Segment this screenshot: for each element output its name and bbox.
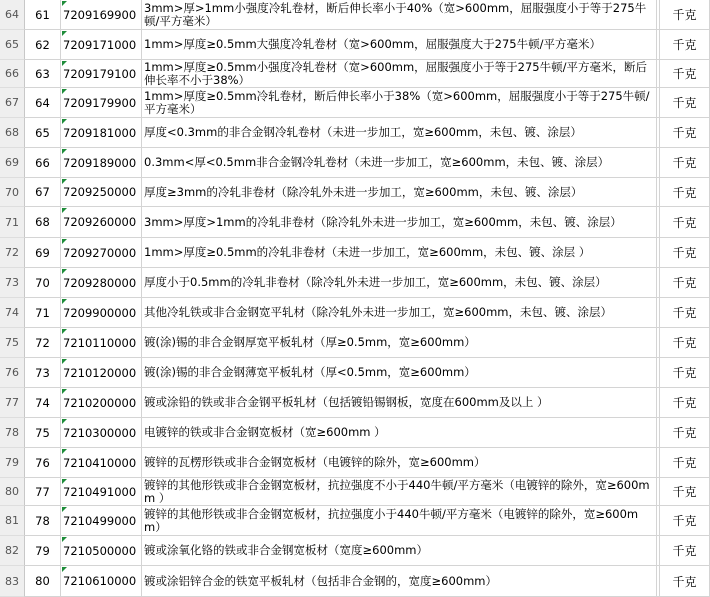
cell-description[interactable]: 厚度小于0.5mm的冷轧非卷材（除冷轧外未进一步加工，宽≥600mm，未包、镀、涂层） [142, 268, 657, 298]
cell-hs-code[interactable]: 7209260000 [61, 207, 142, 238]
cell-hs-code[interactable]: 7210491000 [61, 478, 142, 506]
table-row [0, 268, 710, 298]
cell-unit[interactable]: 千克 [660, 268, 710, 298]
table-row [0, 536, 710, 566]
cell-seq[interactable]: 61 [25, 0, 61, 30]
cell-unit[interactable]: 千克 [660, 30, 710, 60]
cell-seq[interactable]: 69 [25, 238, 61, 268]
table-row [0, 30, 710, 60]
cell-unit[interactable]: 千克 [660, 388, 710, 418]
row-header[interactable]: 73 [0, 268, 25, 298]
cell-description[interactable]: 镀或涂铝锌合金的铁宽平板轧材（包括非合金钢的，宽度≥600mm） [142, 566, 657, 597]
cell-seq[interactable]: 79 [25, 536, 61, 566]
cell-hs-code[interactable]: 7209179100 [61, 60, 142, 88]
cell-unit[interactable]: 千克 [660, 118, 710, 148]
cell-unit[interactable]: 千克 [660, 478, 710, 506]
table-row [0, 478, 710, 506]
cell-description[interactable]: 3mm>厚度>1mm的冷轧非卷材（除冷轧外未进一步加工，宽≥600mm，未包、镀、涂层） [142, 207, 657, 238]
table-row [0, 178, 710, 207]
table-row [0, 238, 710, 268]
cell-hs-code[interactable]: 7209900000 [61, 298, 142, 328]
cell-hs-code[interactable]: 7209171000 [61, 30, 142, 60]
cell-hs-code[interactable]: 7210499000 [61, 506, 142, 536]
cell-description[interactable]: 1mm>厚度≥0.5mm的冷轧非卷材（未进一步加工，宽≥600mm，未包、镀、涂层 ） [142, 238, 657, 268]
table-row [0, 328, 710, 358]
cell-unit[interactable]: 千克 [660, 566, 710, 597]
cell-seq[interactable]: 68 [25, 207, 61, 238]
row-header[interactable]: 78 [0, 418, 25, 448]
cell-seq[interactable]: 65 [25, 118, 61, 148]
cell-hs-code[interactable]: 7209189000 [61, 148, 142, 178]
cell-description[interactable]: 厚度<0.3mm的非合金钢冷轧卷材（未进一步加工，宽≥600mm，未包、镀、涂层） [142, 118, 657, 148]
row-header[interactable]: 67 [0, 88, 25, 118]
table-row [0, 358, 710, 388]
cell-description[interactable]: 其他冷轧铁或非合金钢宽平轧材（除冷轧外未进一步加工，宽≥600mm，未包、镀、涂层） [142, 298, 657, 328]
row-header[interactable]: 75 [0, 328, 25, 358]
cell-seq[interactable]: 78 [25, 506, 61, 536]
table-row [0, 388, 710, 418]
cell-hs-code[interactable]: 7210200000 [61, 388, 142, 418]
cell-description[interactable]: 厚度≥3mm的冷轧非卷材（除冷轧外未进一步加工，宽≥600mm，未包、镀、涂层） [142, 178, 657, 207]
cell-seq[interactable]: 73 [25, 358, 61, 388]
cell-hs-code[interactable]: 7210120000 [61, 358, 142, 388]
row-header[interactable]: 80 [0, 478, 25, 506]
cell-description[interactable]: 镀锌的其他形铁或非合金钢宽板材，抗拉强度小于440牛顿/平方毫米（电镀锌的除外，宽≥600mm） [142, 506, 657, 536]
table-row [0, 207, 710, 238]
table-row [0, 60, 710, 88]
row-header[interactable]: 69 [0, 148, 25, 178]
cell-hs-code[interactable]: 7209169900 [61, 0, 142, 30]
cell-hs-code[interactable]: 7209181000 [61, 118, 142, 148]
cell-description[interactable]: 镀锌的其他形铁或非合金钢宽板材，抗拉强度不小于440牛顿/平方毫米（电镀锌的除外，宽≥600mm ） [142, 478, 657, 506]
cell-hs-code[interactable]: 7209270000 [61, 238, 142, 268]
table-row [0, 448, 710, 478]
cell-unit[interactable]: 千克 [660, 358, 710, 388]
cell-hs-code[interactable]: 7210610000 [61, 566, 142, 597]
cell-unit[interactable]: 千克 [660, 60, 710, 88]
cell-unit[interactable]: 千克 [660, 178, 710, 207]
cell-unit[interactable]: 千克 [660, 298, 710, 328]
cell-description[interactable]: 电镀锌的铁或非合金钢宽板材（宽≥600mm ） [142, 418, 657, 448]
cell-unit[interactable]: 千克 [660, 506, 710, 536]
row-header[interactable]: 82 [0, 536, 25, 566]
cell-description[interactable]: 镀或涂氧化铬的铁或非合金钢宽板材（宽度≥600mm） [142, 536, 657, 566]
cell-description[interactable]: 3mm>厚>1mm小强度冷轧卷材，断后伸长率小于40%（宽>600mm，屈服强度小于等于275牛顿/平方毫米） [142, 0, 657, 30]
row-header[interactable]: 81 [0, 506, 25, 536]
cell-description[interactable]: 0.3mm<厚<0.5mm非合金钢冷轧卷材（未进一步加工，宽≥600mm，未包、镀、涂层） [142, 148, 657, 178]
cell-unit[interactable]: 千克 [660, 0, 710, 30]
row-header[interactable]: 65 [0, 30, 25, 60]
row-header[interactable]: 72 [0, 238, 25, 268]
row-header[interactable]: 71 [0, 207, 25, 238]
cell-description[interactable]: 1mm>厚度≥0.5mm大强度冷轧卷材（宽>600mm，屈服强度大于275牛顿/平方毫米） [142, 30, 657, 60]
cell-unit[interactable]: 千克 [660, 238, 710, 268]
table-row [0, 298, 710, 328]
table-row [0, 88, 710, 118]
cell-hs-code[interactable]: 7209179900 [61, 88, 142, 118]
cell-seq[interactable]: 74 [25, 388, 61, 418]
table-row [0, 148, 710, 178]
cell-description[interactable]: 镀或涂铅的铁或非合金钢平板轧材（包括镀铅锡钢板，宽度在600mm及以上 ） [142, 388, 657, 418]
cell-seq[interactable]: 70 [25, 268, 61, 298]
cell-seq[interactable]: 64 [25, 88, 61, 118]
cell-description[interactable]: 镀(涂)锡的非合金钢薄宽平板轧材（厚<0.5mm，宽≥600mm） [142, 358, 657, 388]
table-row [0, 0, 710, 30]
cell-hs-code[interactable]: 7209250000 [61, 178, 142, 207]
cell-description[interactable]: 1mm>厚度≥0.5mm冷轧卷材，断后伸长率小于38%（宽>600mm，屈服强度小于等于275牛顿/平方毫米） [142, 88, 657, 118]
cell-seq[interactable]: 80 [25, 566, 61, 597]
cell-seq[interactable]: 62 [25, 30, 61, 60]
row-header[interactable]: 76 [0, 358, 25, 388]
cell-seq[interactable]: 76 [25, 448, 61, 478]
cell-seq[interactable]: 63 [25, 60, 61, 88]
cell-unit[interactable]: 千克 [660, 536, 710, 566]
row-header[interactable]: 83 [0, 566, 25, 597]
row-header[interactable]: 74 [0, 298, 25, 328]
table-row [0, 506, 710, 536]
cell-unit[interactable]: 千克 [660, 328, 710, 358]
cell-unit[interactable]: 千克 [660, 88, 710, 118]
cell-description[interactable]: 镀锌的瓦楞形铁或非合金钢宽板材（电镀锌的除外，宽≥600mm） [142, 448, 657, 478]
row-header[interactable]: 68 [0, 118, 25, 148]
cell-hs-code[interactable]: 7210300000 [61, 418, 142, 448]
cell-seq[interactable]: 77 [25, 478, 61, 506]
cell-hs-code[interactable]: 7209280000 [61, 268, 142, 298]
cell-unit[interactable]: 千克 [660, 207, 710, 238]
row-header[interactable]: 70 [0, 178, 25, 207]
row-header[interactable]: 77 [0, 388, 25, 418]
cell-unit[interactable]: 千克 [660, 448, 710, 478]
cell-hs-code[interactable]: 7210110000 [61, 328, 142, 358]
cell-unit[interactable]: 千克 [660, 418, 710, 448]
row-header[interactable]: 66 [0, 60, 25, 88]
cell-description[interactable]: 1mm>厚度≥0.5mm小强度冷轧卷材（宽>600mm，屈服强度小于等于275牛顿/平方毫米，断后伸长率不小于38%） [142, 60, 657, 88]
cell-seq[interactable]: 66 [25, 148, 61, 178]
cell-hs-code[interactable]: 7210410000 [61, 448, 142, 478]
cell-hs-code[interactable]: 7210500000 [61, 536, 142, 566]
cell-seq[interactable]: 75 [25, 418, 61, 448]
row-header[interactable]: 79 [0, 448, 25, 478]
cell-description[interactable]: 镀(涂)锡的非合金钢厚宽平板轧材（厚≥0.5mm，宽≥600mm） [142, 328, 657, 358]
cell-unit[interactable]: 千克 [660, 148, 710, 178]
cell-seq[interactable]: 71 [25, 298, 61, 328]
table-row [0, 118, 710, 148]
table-row [0, 418, 710, 448]
row-header[interactable]: 64 [0, 0, 25, 30]
cell-seq[interactable]: 72 [25, 328, 61, 358]
cell-seq[interactable]: 67 [25, 178, 61, 207]
table-row [0, 566, 710, 597]
